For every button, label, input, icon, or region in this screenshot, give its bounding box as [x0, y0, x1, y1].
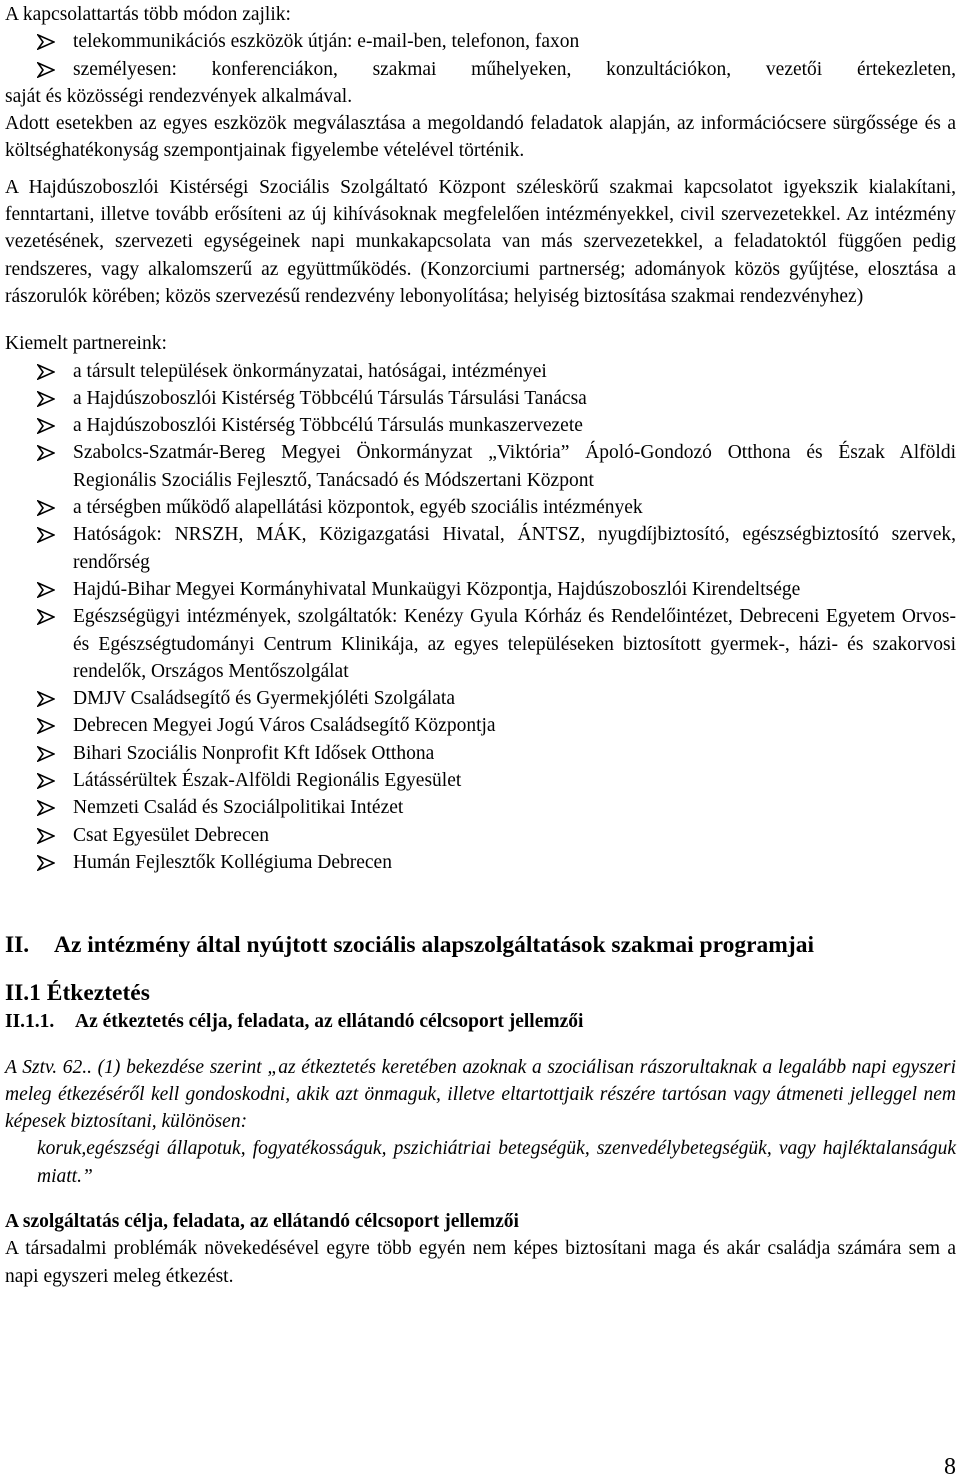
subsubsection-number: II.1.1. — [5, 1011, 55, 1033]
list-item-text: Szabolcs-Szatmár-Bereg Megyei Önkormányzat „Viktória” Ápoló-Gondozó Otthona és Észak Alföldi Regionális Szociális Fejlesztő, Tanácsadó és Módszertani Központ — [73, 442, 956, 491]
arrow-bullet-icon — [37, 609, 55, 625]
arrow-bullet-icon — [37, 62, 55, 78]
contact-continuation: saját és közösségi rendezvények alkalmával. — [5, 85, 353, 107]
arrow-bullet-icon — [37, 364, 55, 380]
arrow-bullet-icon — [37, 582, 55, 598]
list-item-text: telekommunikációs eszközök útján: e-mail-ben, telefonon, faxon — [73, 31, 580, 53]
list-item — [5, 358, 956, 385]
goal-heading: A szolgáltatás célja, feladata, az ellátandó célcsoport jellemzői — [5, 1210, 519, 1232]
list-item-text: Hatóságok: NRSZH, MÁK, Közigazgatási Hivatal, ÁNTSZ, nyugdíjbiztosító, egészségbiztosító szervek, rendőrség — [73, 524, 956, 573]
law-quote-continuation: koruk,egészségi állapotuk, fogyatékosságuk, pszichiátriai betegségük, szenvedélybetegségük, vagy hajléktalanságuk miatt.” — [37, 1138, 956, 1187]
list-item-text: a társult települések önkormányzatai, hatóságai, intézményei — [73, 360, 547, 382]
list-item — [5, 794, 956, 821]
subsubsection-title: Az étkeztetés célja, feladata, az ellátandó célcsoport jellemzői — [75, 1011, 584, 1033]
list-item-text: Hajdú-Bihar Megyei Kormányhivatal Munkaügyi Központja, Hajdúszoboszlói Kirendeltsége — [73, 578, 801, 600]
list-item — [5, 412, 956, 439]
list-item — [5, 849, 956, 876]
list-item-text: Egészségügyi intézmények, szolgáltatók: Kenézy Gyula Kórház és Rendelőintézet, Debreceni Egyetem Orvos- és Egészségtudományi Centrum Klinikája, az egyes településeken biztosított gyermek-, házi- és szakorvosi rendelők, Országos Mentőszolgálat — [73, 606, 956, 682]
arrow-bullet-icon — [37, 445, 55, 461]
section-title: Az intézmény által nyújtott szociális alapszolgáltatások szakmai programjai — [54, 932, 814, 959]
paragraph-relations: A Hajdúszoboszlói Kistérségi Szociális Szolgáltató Központ széleskörű szakmai kapcsolatot igyekszik kialakítani, fenntartani, illetve tovább erősíteni az új kihívásoknak megfelelően intézményekkel, civil szervezetekkel. Az intézmény vezetésének, szervezeti egységeinek napi munkakapcsolata van más szervezetekkel, a feladatoktól függően pedig rendszeres, vagy alkalomszerű az együttműködés. (Konzorciumi partnerség; adományok közös gyűjtése, elosztása a rászorulók körében; közös szervezésű rendezvény lebonyolítása; helyiség biztosítása szakmai rendezvényhez) — [5, 176, 956, 307]
partners-heading: Kiemelt partnereink: — [5, 333, 167, 355]
list-item — [5, 385, 956, 412]
list-item-text: Bihari Szociális Nonprofit Kft Idősek Otthona — [73, 742, 435, 764]
arrow-bullet-icon — [37, 391, 55, 407]
arrow-bullet-icon — [37, 773, 55, 789]
list-item — [5, 740, 956, 767]
arrow-bullet-icon — [37, 418, 55, 434]
arrow-bullet-icon — [37, 691, 55, 707]
list-item-text: Debrecen Megyei Jogú Város Családsegítő Központja — [73, 715, 496, 737]
arrow-bullet-icon — [37, 828, 55, 844]
list-item — [5, 767, 956, 794]
arrow-bullet-icon — [37, 800, 55, 816]
list-item — [5, 685, 956, 712]
list-item-text: személyesen: konferenciákon, szakmai műhelyeken, konzultációkon, vezetői értekezleten, — [73, 58, 956, 80]
contact-method-list — [5, 28, 956, 83]
arrow-bullet-icon — [37, 527, 55, 543]
list-item-text: Csat Egyesület Debrecen — [73, 824, 270, 846]
section-number: II. — [5, 932, 30, 959]
list-item — [5, 576, 956, 603]
partner-list — [5, 358, 956, 877]
list-item-text: a Hajdúszoboszlói Kistérség Többcélú Társulás munkaszervezete — [73, 415, 583, 437]
list-item-text: Humán Fejlesztők Kollégiuma Debrecen — [73, 851, 392, 873]
arrow-bullet-icon — [37, 746, 55, 762]
list-item — [5, 603, 956, 685]
list-item — [5, 56, 956, 83]
arrow-bullet-icon — [37, 718, 55, 734]
list-item — [5, 712, 956, 739]
list-item — [5, 494, 956, 521]
page-number: 8 — [944, 1454, 956, 1480]
list-item-text: DMJV Családsegítő és Gyermekjóléti Szolgálata — [73, 688, 455, 710]
list-item — [5, 28, 956, 55]
list-item — [5, 439, 956, 494]
list-item-text: a térségben működő alapellátási központok, egyéb szociális intézmények — [73, 497, 643, 519]
arrow-bullet-icon — [37, 855, 55, 871]
list-item-text: a Hajdúszoboszlói Kistérség Többcélú Társulás Társulási Tanácsa — [73, 387, 587, 409]
subsubsection-heading — [5, 1008, 956, 1035]
contact-lead: A kapcsolattartás több módon zajlik: — [5, 4, 291, 25]
goal-text: A társadalmi problémák növekedésével egyre több egyén nem képes biztosítani maga és akár családja számára sem a napi egyszeri meleg étkezést. — [5, 1238, 956, 1287]
arrow-bullet-icon — [37, 34, 55, 50]
list-item-text: Látássérültek Észak-Alföldi Regionális Egyesület — [73, 770, 462, 792]
section-heading — [5, 930, 956, 960]
paragraph-tools: Adott esetekben az egyes eszközök megválasztása a megoldandó feladatok alapján, az információcsere sürgőssége és a költséghatékonyság szempontjainak figyelembe vételével történik. — [5, 113, 956, 162]
list-item — [5, 822, 956, 849]
list-item — [5, 521, 956, 576]
subsection-heading: II.1 Étkeztetés — [5, 980, 150, 1007]
list-item-text: Nemzeti Család és Szociálpolitikai Intézet — [73, 797, 404, 819]
document-page — [5, 1, 956, 1290]
law-quote: A Sztv. 62.. (1) bekezdése szerint „az étkeztetés keretében azoknak a szociálisan rászorultaknak a legalább napi egyszeri meleg étkezéséről kell gondoskodni, akik azt önmaguk, illetve eltartottjaik részére tartósan vagy átmeneti jelleggel nem képesek biztosítani, különösen: — [5, 1056, 956, 1133]
arrow-bullet-icon — [37, 500, 55, 516]
